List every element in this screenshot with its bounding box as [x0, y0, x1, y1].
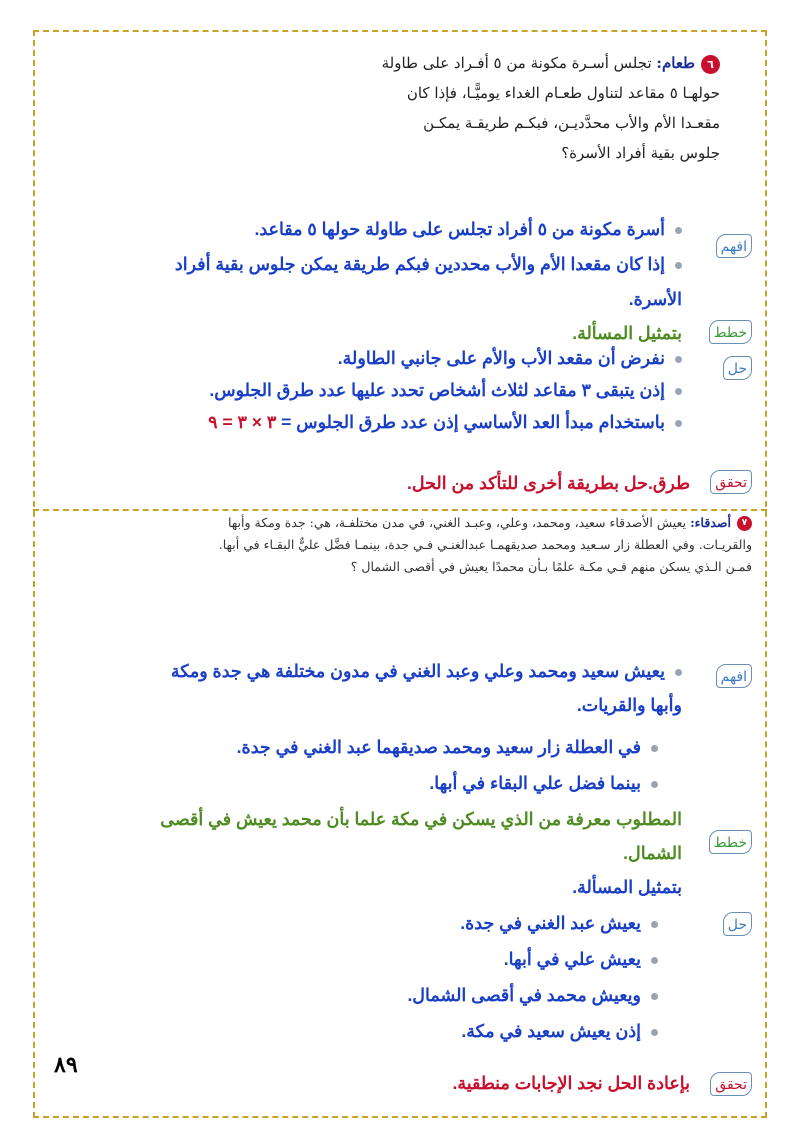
solve-line: نفرض أن مقعد الأب والأم على جانبي الطاولة.: [82, 343, 682, 373]
problem-line: يعيش الأصدقاء سعيد، ومحمد، وعلي، وعبـد الغني، في مدن مختلفـة، هي: جدة ومكة وأبها: [227, 515, 687, 530]
tag-check: تحقق: [710, 470, 752, 494]
solve-line: إذن يتبقى ٣ مقاعد لثلاث أشخاص تحدد عليها عدد طرق الجلوس.: [82, 375, 682, 405]
problem-line: جلوس بقية أفراد الأسرة؟: [561, 144, 720, 162]
bullet-icon: [675, 262, 682, 269]
problem-line: مقعـدا الأم والأب محدَّديـن، فبكـم طريقـة يمكـن: [423, 114, 720, 132]
problem-line: حولهـا ٥ مقاعد لتناول طعـام الغداء يوميًّـا، فإذا كان: [406, 84, 720, 102]
bullet-icon: [651, 745, 658, 752]
bullet-icon: [651, 957, 658, 964]
tag-plan: خطط: [709, 320, 752, 344]
tag-solve: حل: [723, 356, 752, 380]
tag-plan: خطط: [709, 830, 752, 854]
bullet-icon: [675, 669, 682, 676]
tag-check: تحقق: [710, 1072, 752, 1096]
problem-keyword: أصدقاء:: [690, 515, 731, 530]
bullet-icon: [675, 356, 682, 363]
understand-line: بينما فضل علي البقاء في أبها.: [58, 768, 658, 798]
solve-intro: بتمثيل المسألة.: [572, 877, 682, 897]
problem-keyword: طعام:: [656, 54, 695, 72]
tag-understand: افهم: [716, 664, 752, 688]
check-line: طرق.حل بطريقة أخرى للتأكد من الحل.: [407, 473, 690, 493]
problem-line: والقريـات. وفي العطلة زار سـعيد ومحمد صديقهمـا عبدالغنـي فـي جدة، بينمـا فضَّل عليٌّ البقـاء في أبها.: [218, 537, 752, 552]
section-divider: [33, 509, 767, 511]
bullet-icon: [675, 227, 682, 234]
check-line: بإعادة الحل نجد الإجابات منطقية.: [452, 1073, 690, 1093]
plan-line: المطلوب معرفة من الذي يسكن في مكة علما بأن محمد يعيش في أقصى: [160, 809, 682, 829]
equation: ٣ × ٣ = ٩: [208, 412, 277, 432]
problem-number-badge: ٧: [737, 516, 752, 531]
understand-line: أسرة مكونة من ٥ أفراد تجلس على طاولة حولها ٥ مقاعد.: [82, 214, 682, 244]
solve-line: إذن يعيش سعيد في مكة.: [58, 1016, 658, 1046]
problem-number-badge: ٦: [701, 55, 720, 74]
solve-line: ويعيش محمد في أقصى الشمال.: [58, 980, 658, 1010]
problem-7-statement: [36, 512, 752, 578]
bullet-icon: [675, 388, 682, 395]
tag-understand: افهم: [716, 234, 752, 258]
understand-line: في العطلة زار سعيد ومحمد صديقهما عبد الغني في جدة.: [58, 732, 658, 762]
problem-line: تجلس أسـرة مكونة من ٥ أفـراد على طاولة: [381, 54, 652, 72]
plan-line: بتمثيل المسألة.: [572, 323, 682, 343]
page-number: ٨٩: [54, 1052, 78, 1077]
bullet-icon: [675, 420, 682, 427]
problem-line: فمـن الـذي يسكن منهم فـي مكـة علمًا بـأن محمدًا يعيش في أقصى الشمال ؟: [350, 559, 752, 574]
bullet-icon: [651, 921, 658, 928]
solve-line: باستخدام مبدأ العد الأساسي إذن عدد طرق الجلوس = ٣ × ٣ = ٩: [82, 407, 682, 437]
bullet-icon: [651, 781, 658, 788]
understand-line: الأسرة.: [628, 289, 682, 309]
problem-6-statement: [260, 48, 720, 168]
bullet-icon: [651, 993, 658, 1000]
solve-line: يعيش عبد الغني في جدة.: [58, 908, 658, 938]
tag-solve: حل: [723, 912, 752, 936]
understand-line: وأبها والقريات.: [576, 695, 682, 715]
understand-line: إذا كان مقعدا الأم والأب محددين فبكم طريقة يمكن جلوس بقية أفراد: [82, 249, 682, 279]
bullet-icon: [651, 1029, 658, 1036]
understand-line: يعيش سعيد ومحمد وعلي وعبد الغني في مدون مختلفة هي جدة ومكة: [82, 656, 682, 686]
solve-line: يعيش علي في أبها.: [58, 944, 658, 974]
plan-line: الشمال.: [623, 843, 682, 863]
